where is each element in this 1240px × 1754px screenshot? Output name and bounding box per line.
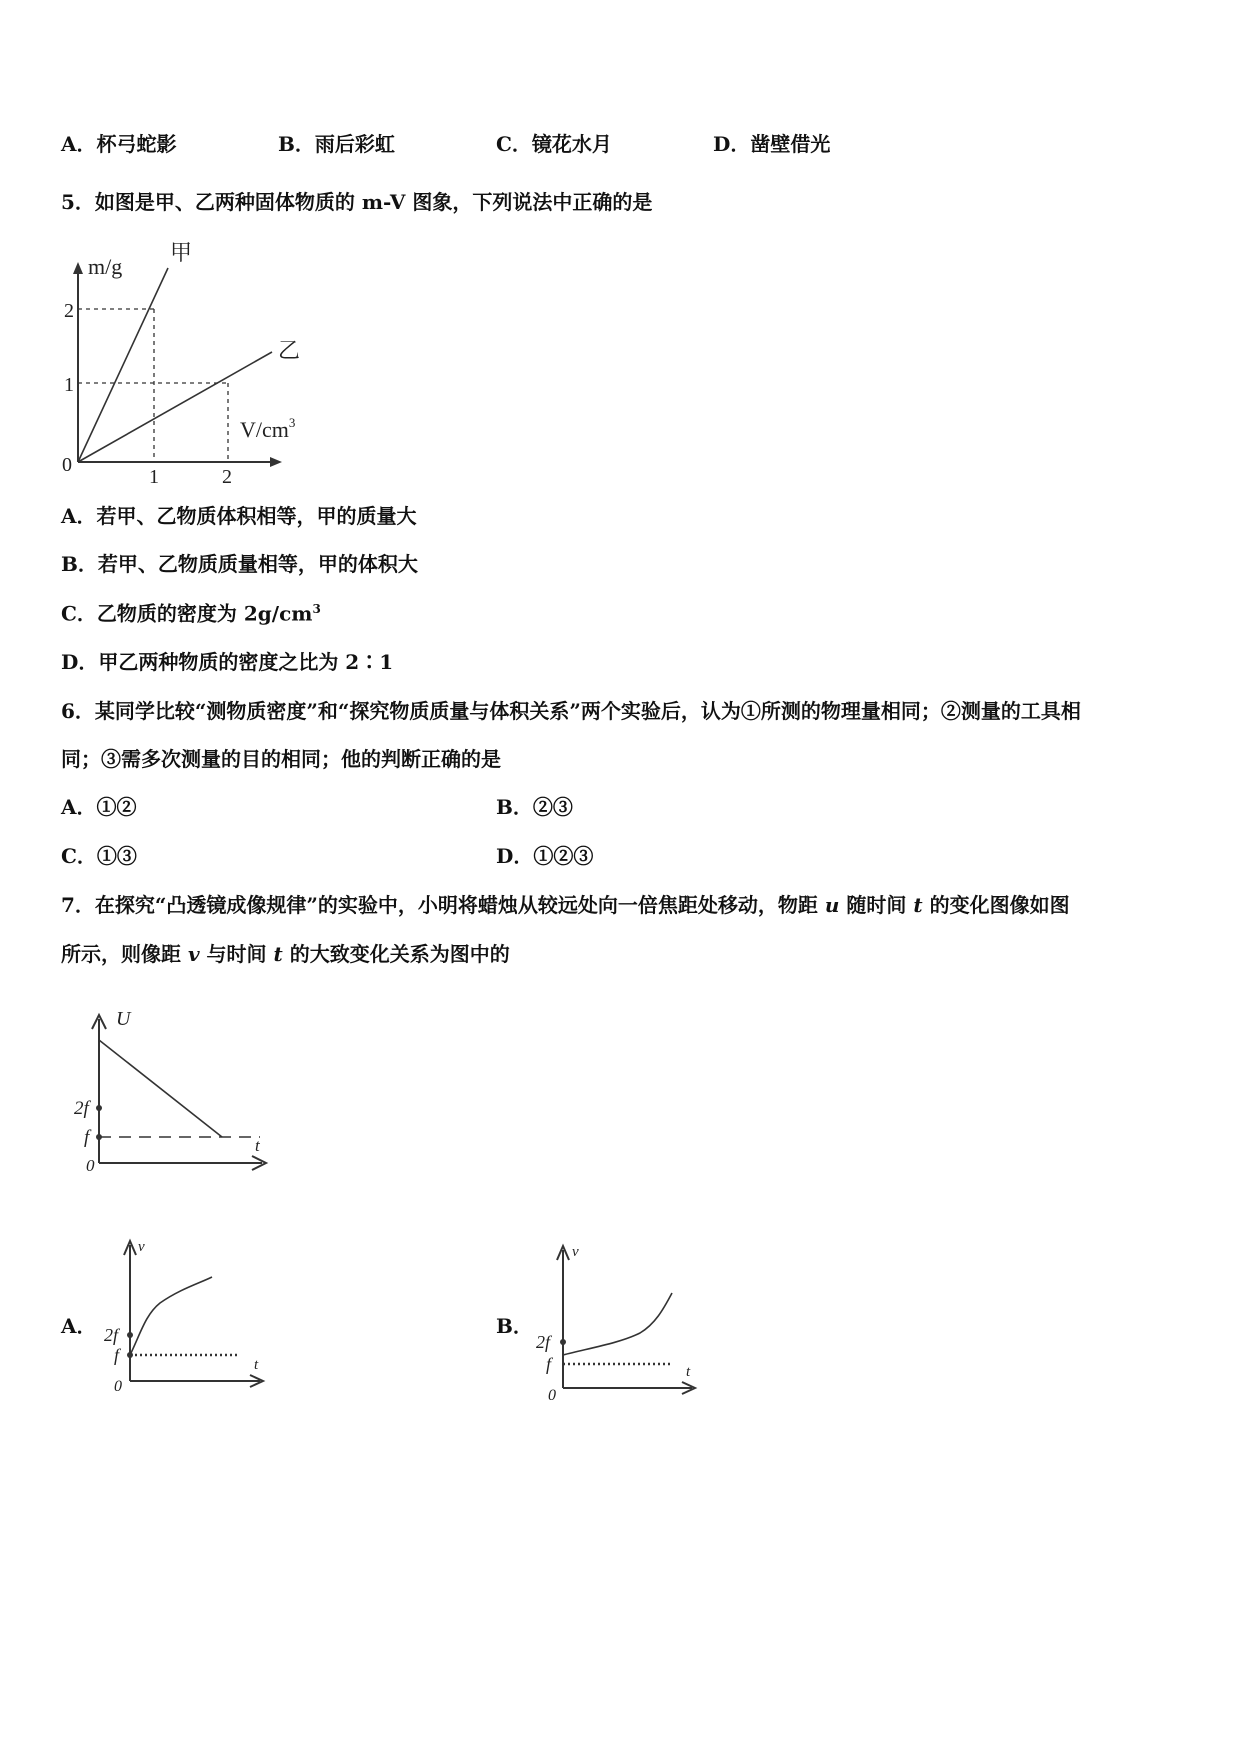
q7-a-2f-label: 2f: [104, 1325, 119, 1345]
q5-x-arrow-icon: [270, 457, 282, 467]
q5-y-tick-1: 1: [64, 374, 74, 396]
q6-stem-line2: 同；③需多次测量的目的相同；他的判断正确的是: [61, 747, 501, 771]
q7-main-origin: 0: [86, 1156, 95, 1175]
q6-option-c: C．①③: [61, 844, 137, 868]
q4-option-a: A．杯弓蛇影: [61, 132, 177, 156]
q7-b-origin: 0: [548, 1387, 556, 1404]
q5-x-tick-1: 1: [149, 466, 159, 488]
q7-main-2f-label: 2f: [74, 1098, 89, 1119]
q7-main-y-label: U: [116, 1008, 131, 1030]
q7-b-f-label: f: [546, 1354, 552, 1374]
q6-option-b: B．②③: [496, 795, 573, 819]
q7-a-2f-dot: [127, 1332, 133, 1338]
q5-option-d: D．甲乙两种物质的密度之比为 2∶1: [61, 650, 394, 674]
q7-option-a-letter: A．: [61, 1314, 97, 1338]
q7-option-b-letter: B．: [496, 1314, 533, 1338]
q7-b-y-label: v: [572, 1244, 579, 1260]
q5-stem: 5．如图是甲、乙两种固体物质的 m-V 图象，下列说法中正确的是: [61, 190, 653, 214]
q7-b-2f-label: 2f: [536, 1332, 551, 1352]
q7-u-t-graph: [70, 1005, 270, 1175]
q7-option-a-graph: [100, 1235, 270, 1395]
q7-main-u-line: [99, 1040, 222, 1137]
q5-label-jia: 甲: [170, 240, 193, 265]
q7-stem-line2: 所示，则像距 v 与时间 t 的大致变化关系为图中的: [61, 942, 510, 966]
q7-main-2f-dot: [96, 1105, 102, 1111]
q6-stem-line1: 6．某同学比较“测物质密度”和“探究物质质量与体积关系”两个实验后，认为①所测的物理量相同；②测量的工具相: [61, 699, 1081, 723]
q5-x-label: $V/cm^3$: [240, 415, 296, 442]
q7-stem-line1: 7．在探究“凸透镜成像规律”的实验中，小明将蜡烛从较远处向一倍焦距处移动，物距 u 随时间 t 的变化图像如图: [61, 893, 1070, 917]
q7-a-y-label: v: [138, 1239, 145, 1255]
q4-option-c: C．镜花水月: [496, 132, 612, 156]
q5-line-yi: [78, 352, 272, 462]
q5-label-yi: 乙: [278, 338, 301, 363]
q5-option-a: A．若甲、乙物质体积相等，甲的质量大: [61, 504, 417, 528]
q6-option-d: D．①②③: [496, 844, 594, 868]
q7-a-f-dot: [127, 1352, 133, 1358]
q7-main-f-dot: [96, 1134, 102, 1140]
q5-option-b: B．若甲、乙物质质量相等，甲的体积大: [61, 552, 418, 576]
q7-option-b-graph: [530, 1238, 700, 1408]
q7-main-f-label: f: [84, 1127, 90, 1148]
q7-a-origin: 0: [114, 1378, 122, 1395]
q7-a-f-label: f: [114, 1345, 120, 1365]
q5-option-c: C．乙物质的密度为 $2g/cm^3$: [61, 601, 321, 626]
q5-x-tick-2: 2: [222, 466, 232, 488]
q7-a-v-curve: [130, 1277, 212, 1355]
q5-mv-graph: [60, 240, 320, 488]
q4-option-d: D．凿壁借光: [713, 132, 831, 156]
q5-y-tick-2: 2: [64, 300, 74, 322]
q7-main-x-label: t: [255, 1136, 260, 1155]
q7-a-x-label: t: [254, 1357, 259, 1373]
q6-option-a: A．①②: [61, 795, 137, 819]
q5-y-arrow-icon: [73, 262, 83, 274]
q7-b-2f-dot: [560, 1339, 566, 1345]
q4-option-b: B．雨后彩虹: [278, 132, 395, 156]
q5-y-label: m/g: [88, 254, 123, 279]
q7-b-v-curve: [563, 1293, 672, 1355]
q5-origin-label: 0: [62, 454, 72, 476]
q7-b-x-label: t: [686, 1364, 691, 1380]
